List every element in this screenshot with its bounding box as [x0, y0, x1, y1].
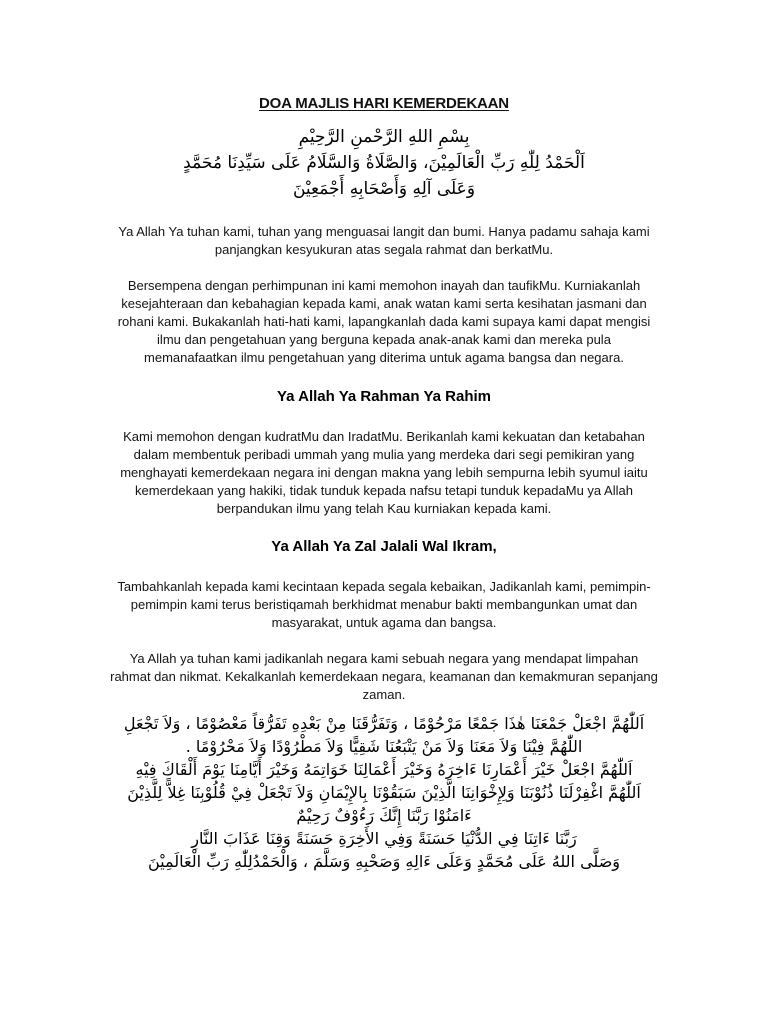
arabic-line: اَلْحَمْدُ لِلّٰهِ رَبِّ الْعَالَمِيْنَ، وَالصَّلَاةُ وَالسَّلَامُ عَلَى سَيِّدِنَا مُحَمَّدٍ: [183, 153, 585, 173]
paragraph-1: Ya Allah Ya tuhan kami, tuhan yang menguasai langit dan bumi. Hanya padamu sahaja kami panjangkan kesyukuran atas segala rahmat dan berkatMu.: [118, 224, 650, 257]
arabic-line: اَللّٰهُمَّ اجْعَلْ جَمْعَنَا هٰذَا جَمْعًا مَرْحُوْمًا ، وَتَفَرُّقَنَا مِنْ بَعْدِهِ تَفَرُّقاً مَعْصُوْمًا ، وَلاَ تَجْعَلِ: [123, 714, 645, 733]
paragraph-2: Bersempena dengan perhimpunan ini kami memohon inayah dan taufikMu. Kurniakanlah kesejahteraan dan kebahagian kepada kami, anak watan kami serta kesihatan jasmani dan rohani kami. Bukakanlah hati-hati kami, lapangkanlah dada kami supaya kami dapat mengisi ilmu dan pengetahuan yang berguna kepada anak-anak kami dan mereka pula memanafaatkan ilmu pengetahuan yang diterima untuk agama bangsa dan negara.: [117, 278, 651, 365]
section-heading-2: Ya Allah Ya Zal Jalali Wal Ikram,: [271, 538, 497, 555]
arabic-line: اَللّٰهُمَّ اغْفِرْلَنَا ذُنُوْبَنَا وَلِإِخْوَانِنَا الَّذِيْنَ سَبَقُوْنَا بِالإِيْمَانِ وَلاَ تَجْعَلْ فِيْ قُلُوْبِنَا غِلاًّ لِلَّذِيْنَ: [127, 783, 641, 802]
arabic-line: ءَامَنُوْا رَبَّنَا إِنَّكَ رَءُوْفٌ رَحِيْمٌ: [296, 806, 472, 825]
paragraph-3: Kami memohon dengan kudratMu dan IradatMu. Berikanlah kami kekuatan dan ketabahan dalam membentuk peribadi ummah yang mulia yang merdeka dari segi pemikiran yang menghayati kemerdekaan negara ini dengan makna yang lebih sempurna lebih syumul iaitu kemerdekaan yang hakiki, tidak tunduk kepada nafsu tetapi tunduk kepadaMu ya Allah berpandukan ilmu yang telah Kau kurniakan kepada kami.: [120, 429, 648, 516]
opening-arabic-prayer: [0, 124, 768, 202]
arabic-line: وَعَلَى آلِهِ وَأَصْحَابِهِ أَجْمَعِيْنَ: [292, 179, 476, 199]
arabic-line: اللّٰهُمَّ فِيْنَا وَلاَ مَعَنَا وَلاَ مَنْ يَتْبَعُنَا شَقِيًّا وَلاَ مَطْرُوْدًا وَلاَ مَحْرُوْمًا .: [185, 737, 583, 756]
arabic-line: بِسْمِ اللهِ الرَّحْمنِ الرَّحِيْمِ: [298, 127, 470, 147]
document-title: DOA MAJLIS HARI KEMERDEKAAN: [259, 95, 509, 112]
section-heading-1: Ya Allah Ya Rahman Ya Rahim: [277, 388, 491, 405]
arabic-line: وَصَلَّى اللهُ عَلَى مُحَمَّدٍ وَعَلَى ءَالِهِ وَصَحْبِهِ وَسَلَّمَ ، وَالْحَمْدُلِلّٰهِ رَبِّ الْعَالَمِيْنَ: [147, 852, 621, 871]
paragraph-4: Tambahkanlah kepada kami kecintaan kepada segala kebaikan, Jadikanlah kami, pemimpin-pemimpin kami terus beristiqamah berkhidmat menabur bakti membangunkan umat dan masyarakat, untuk agama dan bangsa.: [117, 579, 651, 630]
arabic-line: رَبَّنَا ءَاتِنَا فِي الدُّنْيَا حَسَنَةً وَفِي الأَخِرَةِ حَسَنَةً وَقِنَا عَذَابَ النَّارِ: [191, 829, 577, 848]
paragraph-5: Ya Allah ya tuhan kami jadikanlah negara kami sebuah negara yang mendapat limpahan rahmat dan nikmat. Kekalkanlah kemerdekaan negara, keamanan dan kemakmuran sepanjang zaman.: [110, 651, 658, 702]
arabic-line: اَللّٰهُمَّ اجْعَلْ خَيْرَ أَعْمَارِنَا ءَاخِرَهُ وَخَيْرَ أَعْمَالِنَا خَوَاتِمَهُ وَخَيْرَ أَيَّامِنَا يَوْمَ أَلْقَاكَ فِيْهِ: [135, 760, 633, 779]
closing-arabic-prayer: [0, 712, 768, 873]
